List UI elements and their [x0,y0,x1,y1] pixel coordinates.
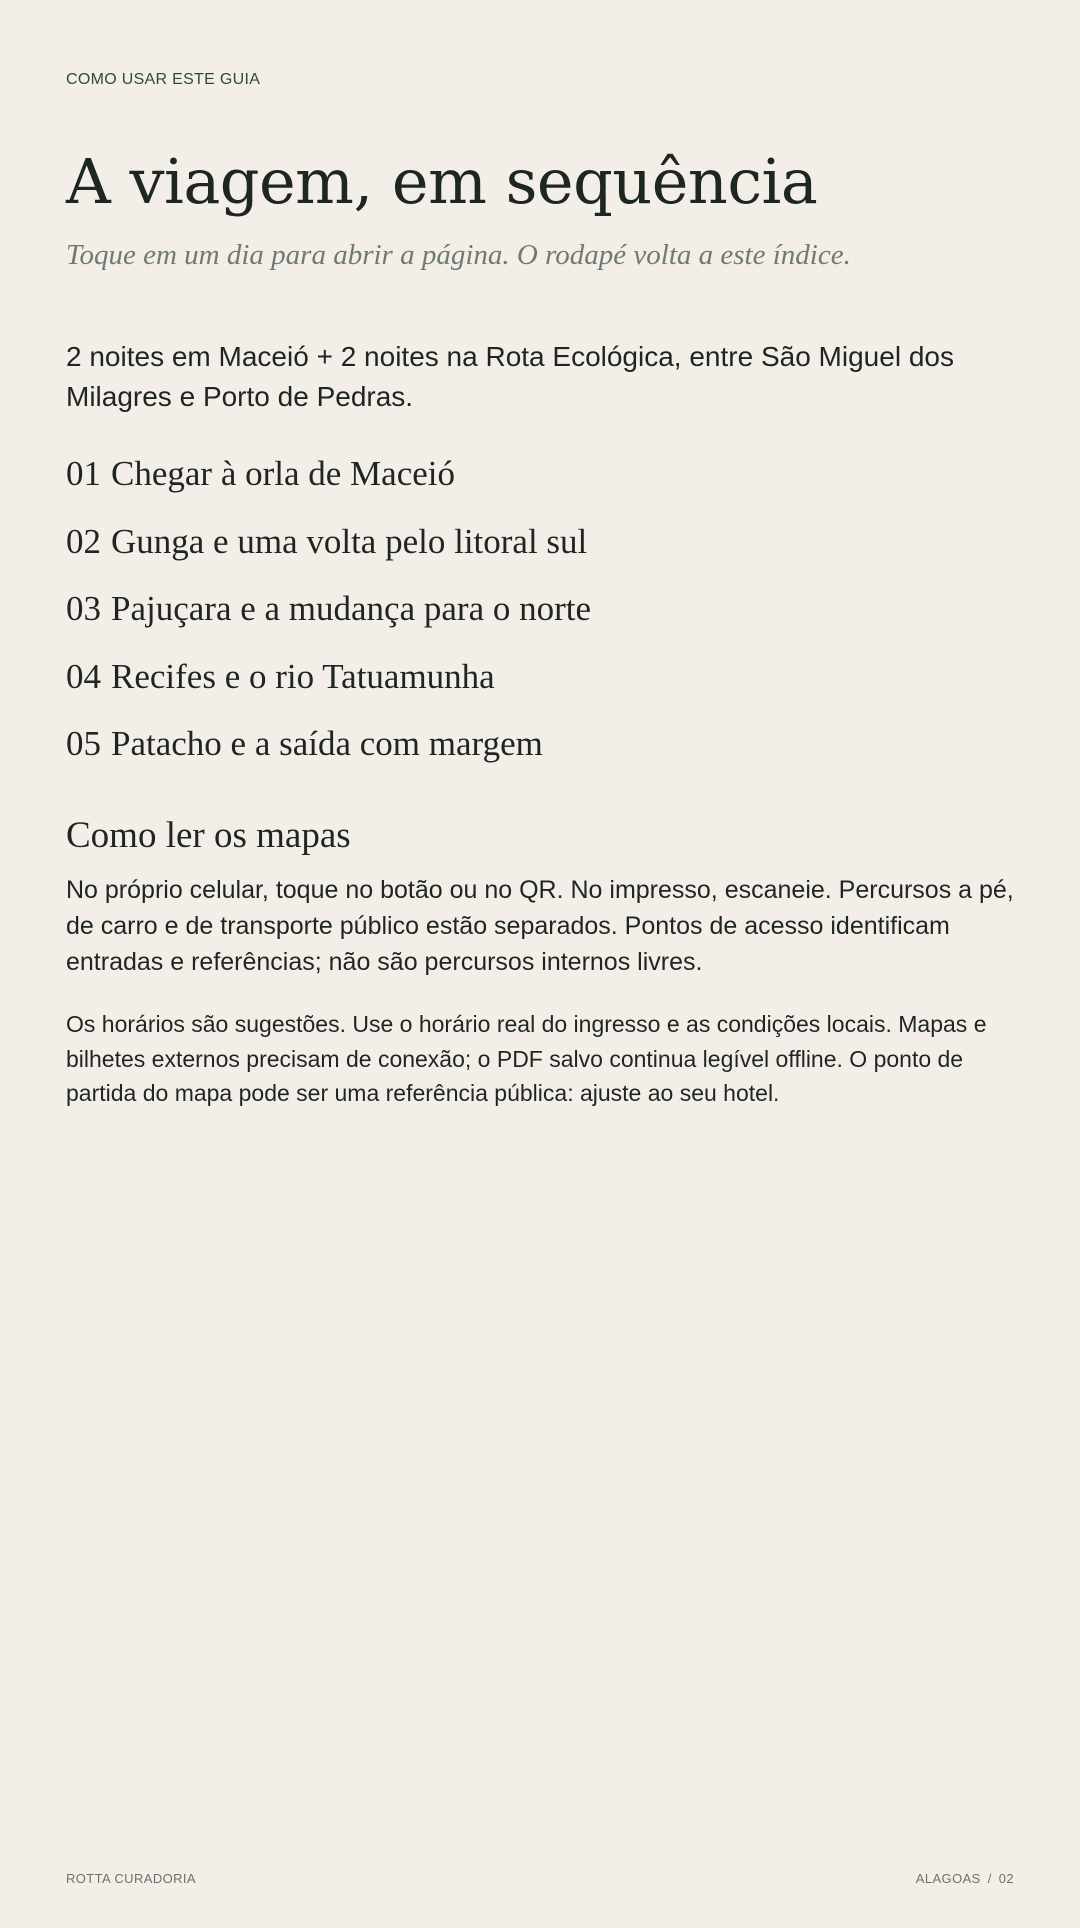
day-label: Patacho e a saída com margem [111,724,543,763]
footer-region: ALAGOAS [915,1871,981,1886]
page-subtitle: Toque em um dia para abrir a página. O rodapé volta a este índice. [66,239,851,271]
day-number: 03 [66,589,101,628]
maps-section-title: Como ler os mapas [66,815,351,856]
maps-notes: Os horários são sugestões. Use o horário real do ingresso e as condições locais. Mapas e bilhetes externos precisam de conexão; o PDF salvo continua legível offline. O ponto de partida do mapa pode ser uma referência pública: ajuste ao seu hotel. [66,1011,987,1106]
footer-separator: / [987,1871,992,1886]
footer-brand-link[interactable]: ROTTA CURADORIA [66,1871,196,1886]
section-eyebrow: COMO USAR ESTE GUIA [66,71,261,88]
day-label: Recifes e o rio Tatuamunha [111,656,495,696]
day-number: 04 [66,656,101,696]
day-index [66,446,591,784]
footer-page-info [916,1871,1014,1886]
page-title: A viagem, em sequência [66,145,818,218]
day-link-03[interactable] [66,581,591,649]
day-link-02[interactable] [66,514,591,582]
trip-summary: 2 noites em Maceió + 2 noites na Rota Ecológica, entre São Miguel dos Milagres e Porto de Pedras. [66,341,954,412]
day-label: Chegar à orla de Maceió [111,454,456,493]
day-label: Gunga e uma volta pelo litoral sul [111,521,588,561]
day-label: Pajuçara e a mudança para o norte [111,589,592,628]
day-link-04[interactable] [66,649,591,717]
page-number: 02 [998,1871,1014,1886]
day-number: 05 [66,724,101,763]
day-number: 02 [66,521,101,561]
maps-instructions: No próprio celular, toque no botão ou no QR. No impresso, escaneie. Percursos a pé, de carro e de transporte público estão separados. Pontos de acesso identificam entradas e referências; não são percursos internos livres. [66,876,1014,976]
day-number: 01 [66,454,101,493]
day-link-05[interactable] [66,716,591,784]
day-link-01[interactable] [66,446,591,514]
